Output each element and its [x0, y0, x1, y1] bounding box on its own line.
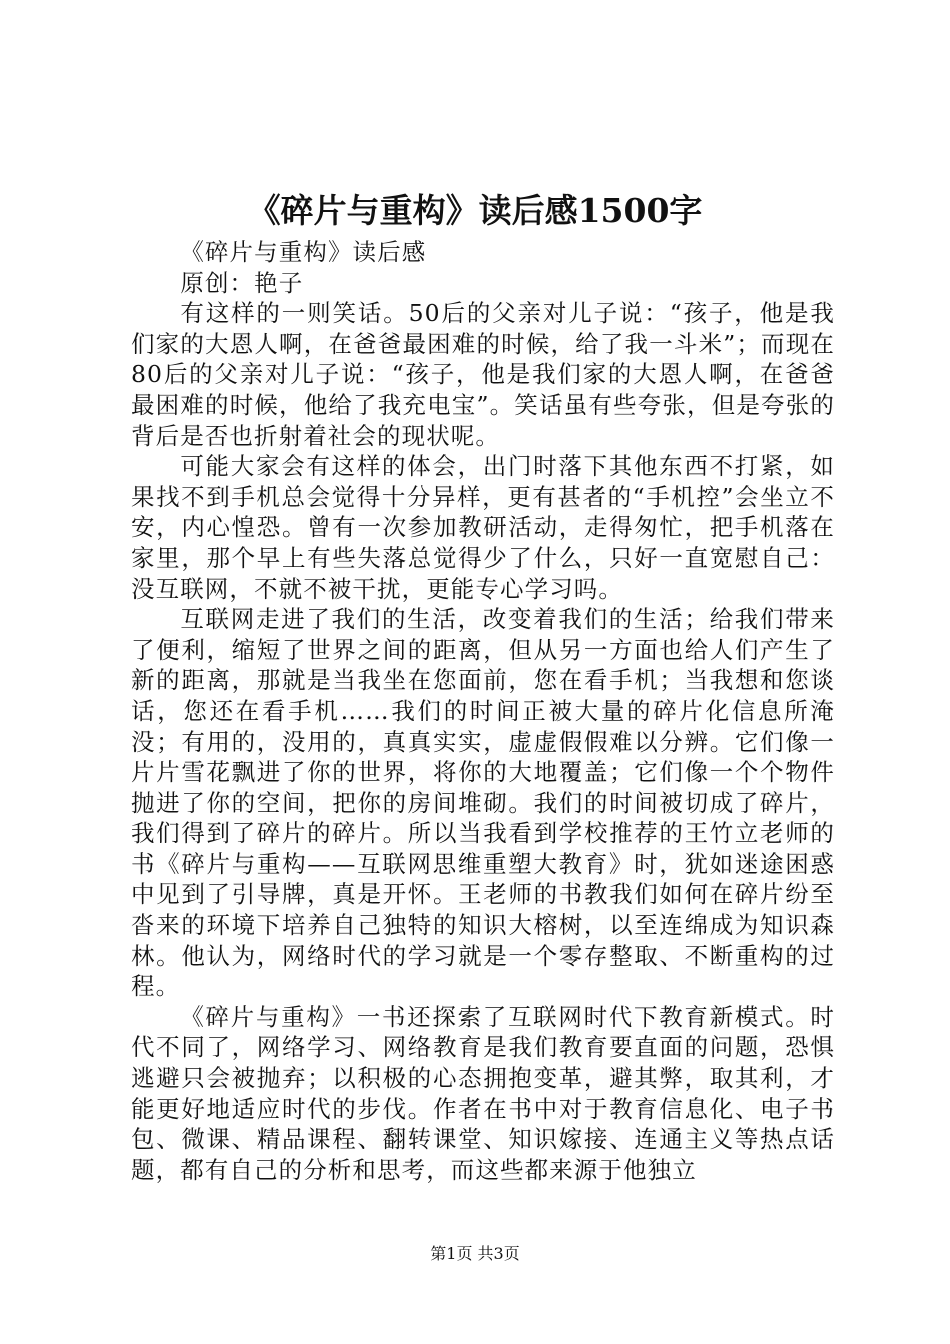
subtitle-paragraph: 《碎片与重构》读后感: [180, 238, 427, 266]
body-paragraph: 有这样的一则笑话。50后的父亲对儿子说：“孩子，他是我们家的大恩人啊，在爸爸最困难的时候，给了我一斗米”；而现在80后的父亲对儿子说：“孩子，他是我们家的大恩人啊，在爸爸最困难的时候，他给了我充电宝”。笑话虽有些夸张，但是夸张的背后是否也折射着社会的现状呢。: [131, 299, 835, 450]
body-paragraph: 《碎片与重构》一书还探索了互联网时代下教育新模式。时代不同了，网络学习、网络教育是我们教育要直面的问题，恐惧逃避只会被抛弃；以积极的心态拥抱变革，避其弊，取其利，才能更好地适应时代的步伐。作者在书中对于教育信息化、电子书包、微课、精品课程、翻转课堂、知识嫁接、连通主义等热点话题，都有自己的分析和思考，而这些都来源于他独立: [131, 1002, 835, 1184]
body-paragraph: 可能大家会有这样的体会，出门时落下其他东西不打紧，如果找不到手机总会觉得十分异样，更有甚者的“手机控”会坐立不安，内心惶恐。曾有一次参加教研活动，走得匆忙，把手机落在家里，那个早上有些失落总觉得少了什么，只好一直宽慰自己：没互联网，不就不被干扰，更能专心学习吗。: [131, 452, 835, 603]
body-paragraph: 互联网走进了我们的生活，改变着我们的生活；给我们带来了便利，缩短了世界之间的距离，但从另一方面也给人们产生了新的距离，那就是当我坐在您面前，您在看手机；当我想和您谈话，您还在看手机……我们的时间正被大量的碎片化信息所淹没；有用的，没用的，真真实实，虚虚假假难以分辨。它们像一片片雪花飘进了你的世界，将你的大地覆盖；它们像一个个物件抛进了你的空间，把你的房间堆砌。我们的时间被切成了碎片，我们得到了碎片的碎片。所以当我看到学校推荐的王竹立老师的书《碎片与重构——互联网思维重塑大教育》时，犹如迷途困惑中见到了引导牌，真是开怀。王老师的书教我们如何在碎片纷至沓来的环境下培养自己独特的知识大榕树，以至连绵成为知识森林。他认为，网络时代的学习就是一个零存整取、不断重构的过程。: [131, 605, 835, 1001]
page-footer: 第1页 共3页: [430, 1244, 520, 1263]
document-body: [131, 237, 835, 1185]
document-title: 《碎片与重构》读后感1500字: [247, 191, 703, 230]
author-paragraph: 原创：艳子: [180, 268, 304, 297]
